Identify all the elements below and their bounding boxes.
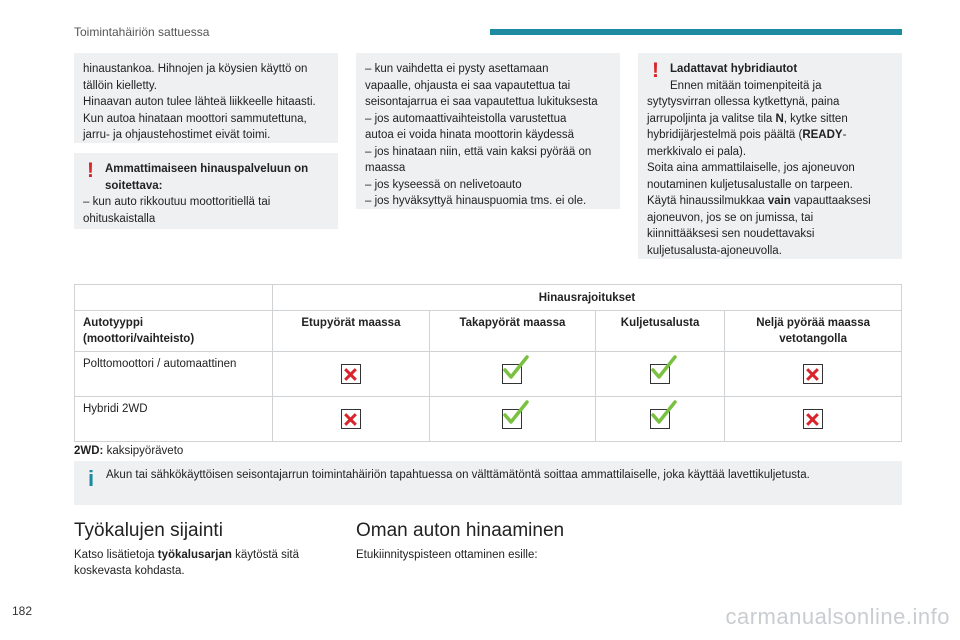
hybrid-line: merkkivalo ei pala). <box>647 145 747 158</box>
hybrid-line: Ennen mitään toimenpiteitä ja <box>670 79 822 92</box>
box3-line: – kun vaihdetta ei pysty asettamaan <box>365 63 549 75</box>
hybrid-line: kiinnittääksesi sen noudettavaksi <box>647 228 815 240</box>
info-box <box>74 461 902 505</box>
box1-line: Kun autoa hinataan moottori sammutettuna, <box>83 112 307 125</box>
hybrid-line: noutaminen kuljetusalustalle on tarpeen. <box>647 178 853 191</box>
section-title-own-towing: Oman auton hinaaminen <box>356 520 565 541</box>
page-number: 182 <box>12 604 33 618</box>
table-column-header-row <box>75 311 902 352</box>
row-label: Hybridi 2WD <box>75 397 273 442</box>
towing-conditions-box <box>356 53 620 209</box>
cross-icon <box>341 364 361 384</box>
section-own-towing-text: Etukiinnityspisteen ottaminen esille: <box>356 549 538 561</box>
hybrid-line: Käytä hinaussilmukkaa vain vapauttaaksesi <box>647 195 871 207</box>
box3-line: maassa <box>365 162 406 174</box>
table-row <box>75 397 902 442</box>
info-text: Akun tai sähkökäyttöisen seisontajarrun toimintahäiriön tapahtuessa on välttämätöntä soittaa ammattilaiselle, joka käyttää lavettikuljetusta. <box>106 469 810 481</box>
box1-line: Hinaavan auton tulee lähteä liikkeelle hitaasti. <box>83 96 316 108</box>
column-header-flatbed: Kuljetusalusta <box>595 311 724 352</box>
hybrid-warning-box <box>638 53 902 259</box>
towing-info-box <box>74 53 338 143</box>
watermark: carmanualsonline.info <box>725 604 950 629</box>
cross-icon <box>341 409 361 429</box>
header-accent-bar <box>490 29 902 35</box>
cross-icon <box>803 409 823 429</box>
column-header-front-wheels: Etupyörät maassa <box>273 311 430 352</box>
column-header-vehicle-type: Autotyyppi (moottori/vaihteisto) <box>75 311 273 352</box>
box3-line: – jos hinataan niin, että vain kaksi pyörää on <box>365 145 592 158</box>
box3-line: autoa ei voida hinata moottorin käydessä <box>365 129 575 141</box>
header-title: Toimintahäiriön sattuessa <box>74 25 210 39</box>
row-label: Polttomoottori / automaattinen <box>75 352 273 397</box>
box3-line: – jos kyseessä on nelivetoauto <box>365 178 522 191</box>
professional-towing-warning-box <box>74 153 338 229</box>
warning-icon: ! <box>652 59 659 82</box>
cross-icon <box>803 364 823 384</box>
box1-line: hinaustankoa. Hihnojen ja köysien käyttö on <box>83 63 308 75</box>
warning-title-line: soitettava: <box>105 179 163 192</box>
hybrid-line: ajoneuvon, jos se on jumissa, tai <box>647 211 814 224</box>
hybrid-line: sytytysvirran ollessa kytkettynä, paina <box>647 96 840 108</box>
section-tools-text: Katso lisätietoja työkalusarjan käytöstä sitä koskevasta kohdasta. <box>74 549 300 577</box>
table-empty-corner <box>75 285 273 311</box>
hybrid-line: Soita aina ammattilaiselle, jos ajoneuvon <box>647 162 855 174</box>
box3-line: – jos hyväksyttyä hinauspuomia tms. ei ole. <box>365 195 587 207</box>
hybrid-line: hybridijärjestelmä pois päältä (READY- <box>647 129 847 141</box>
column-header-rear-wheels: Takapyörät maassa <box>429 311 595 352</box>
hybrid-title: Ladattavat hybridiautot <box>670 63 798 75</box>
box1-line: jarru- ja ohjaustehostimet eivät toimi. <box>83 129 271 141</box>
check-icon <box>502 364 522 384</box>
info-icon: i <box>88 466 95 491</box>
table-group-header-row <box>75 285 902 311</box>
box1-line: tällöin kielletty. <box>83 79 157 92</box>
warning-icon: ! <box>87 159 94 182</box>
box3-line: vapaalle, ohjausta ei saa vapautettua tai <box>365 79 571 92</box>
box2-line: – kun auto rikkoutuu moottoritiellä tai <box>83 196 271 208</box>
box3-line: – jos automaattivaihteistolla varustettua <box>365 112 567 125</box>
check-icon <box>650 409 670 429</box>
column-header-four-wheels: Neljä pyörää maassa vetotangolla <box>725 311 902 352</box>
towing-restrictions-table <box>74 284 902 442</box>
abbreviation-note: 2WD: kaksipyöräveto <box>74 445 184 457</box>
warning-title-line: Ammattimaiseen hinauspalveluun on <box>105 163 309 175</box>
check-icon <box>502 409 522 429</box>
warning-block <box>83 161 329 194</box>
hybrid-line: jarrupoljinta ja valitse tila N, kytke sitten <box>647 112 848 125</box>
table-row <box>75 352 902 397</box>
table-group-header: Hinausrajoitukset <box>273 285 902 311</box>
box2-line: ohituskaistalla <box>83 212 156 225</box>
box3-line: seisontajarrua ei saa vapautettua lukituksesta <box>365 96 598 108</box>
hybrid-line: kuljetusalusta-ajoneuvolla. <box>647 244 782 257</box>
section-title-tools: Työkalujen sijainti <box>74 520 223 541</box>
check-icon <box>650 364 670 384</box>
